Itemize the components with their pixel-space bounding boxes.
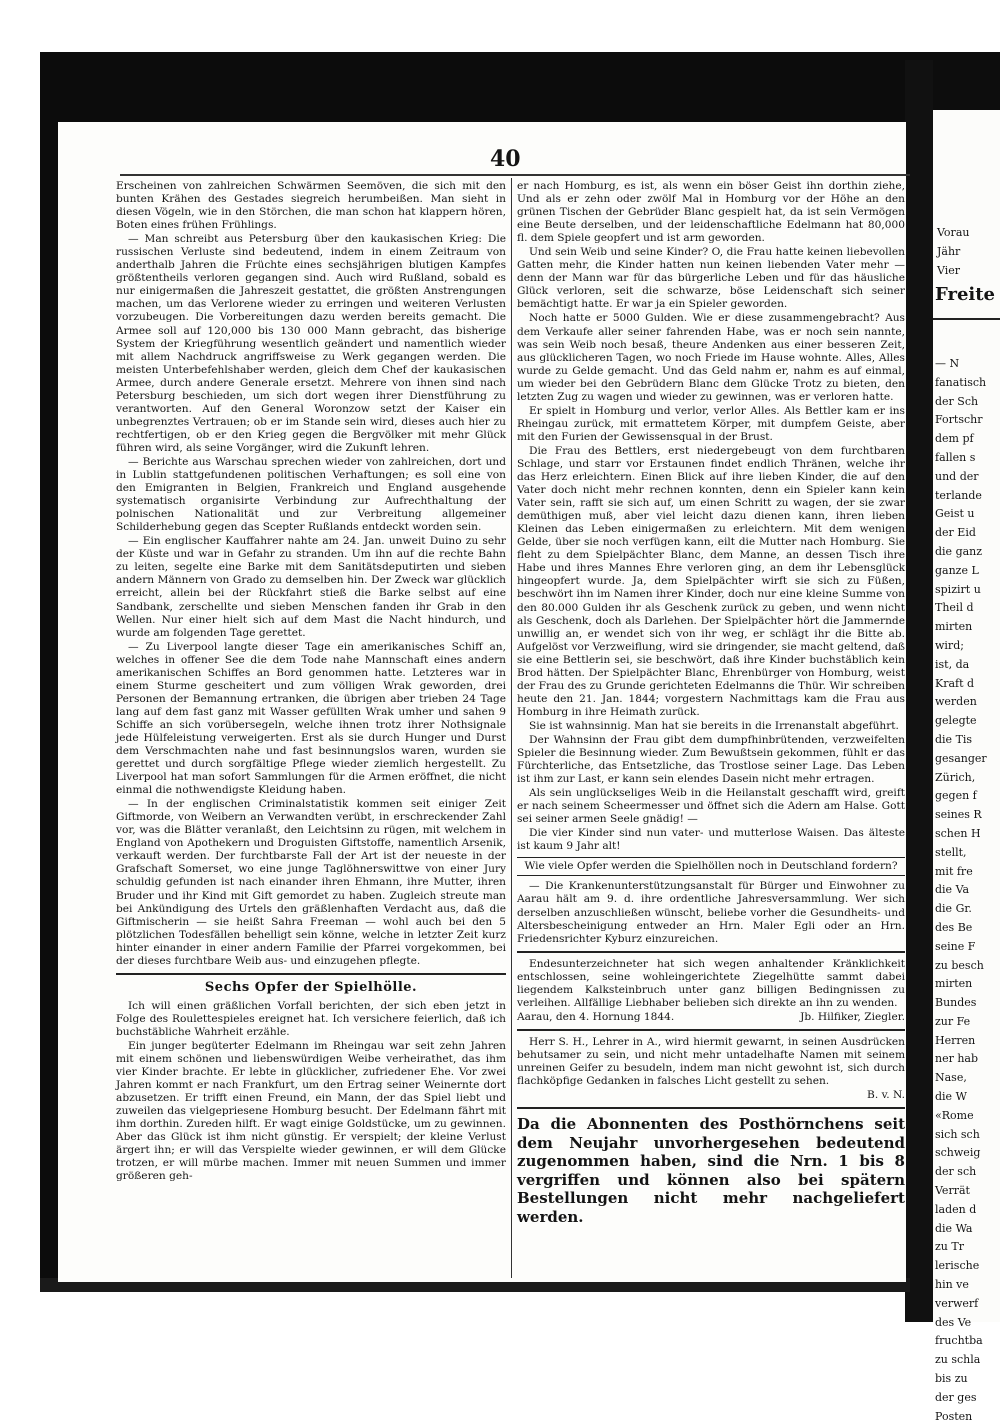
notice-divider bbox=[517, 951, 905, 953]
article-paragraph: Noch hatte er 5000 Gulden. Wie er diese zusammengebracht? Aus dem Verkaufe aller seiner fahrenden Habe, was er noch sein nannte, was sein Weib noch besaß, theure Andenken aus einer besseren Zeit, aus glücklicheren Tagen, wo noch Friede im Hause wohnte. Alles, Alles wurde zu Gelde gemacht. Und das Geld nahm er, nahm es auf einmal, um wieder bei den Gebrüdern Blanc dem Glücke Trotz zu bieten, den letzten Zug zu wagen und wieder zu gewinnen, was er verloren hatte. bbox=[517, 312, 905, 403]
scan-left-border bbox=[40, 60, 58, 1292]
adjacent-page-line: mirten bbox=[935, 977, 973, 991]
adjacent-page-line: die Wa bbox=[935, 1221, 973, 1235]
adjacent-page-line: lerische bbox=[935, 1259, 980, 1273]
article-paragraph: — Ein englischer Kauffahrer nahte am 24. Jan. unweit Duino zu sehr der Küste und war in Gefahr zu stranden. Um ihn auf die rechte Bahn zu leiten, segelte eine Barke mit dem Sanitätsdeputirten und sieben andern Männern von Grado zu demselben hin. Der Zweck war glücklich erreicht, allein bei der Rückfahrt stieß die Barke selbst auf eine Sandbank, zerschellte und sieben Menschen fanden ihr Grab in den Wellen. Nur einer hielt sich auf dem Mast die Nacht hindurch, und wurde am folgenden Tage gerettet. bbox=[116, 535, 506, 639]
page-number: 40 bbox=[490, 146, 521, 172]
adjacent-page-line: Fortschr bbox=[935, 413, 983, 427]
notice-abonnenten: Da die Abonnenten des Posthörnchens seit dem Neujahr unvorhergesehen bedeutend zugenommen haben, sind die Nrn. 1 bis 8 vergriffen und können also bei spätern Bestellungen nicht mehr nachgeliefert werden. bbox=[517, 1115, 905, 1226]
adjacent-page-line: spizirt u bbox=[935, 582, 981, 596]
adjacent-page-line: fanatisch bbox=[935, 375, 987, 389]
article-paragraph: Der Wahnsinn der Frau gibt dem dumpfhinbrütenden, verzweifelten Spieler die Besinnung wieder. Zum Bewußtsein gekommen, fühlt er das Fürchterliche, das Entsetzliche, das Trostlose seiner Lage. Das Leben ist ihm zur Last, er kann sein elendes Dasein nicht mehr ertragen. bbox=[517, 733, 905, 786]
article-paragraph: Er spielt in Homburg und verlor, verlor Alles. Als Bettler kam er ins Rheingau zurück, mit ermattetem Körper, mit dumpfem Geiste, aber mit den Furien der Gewissensqual in der Brust. bbox=[517, 404, 905, 443]
adjacent-page-line: gegen f bbox=[935, 789, 977, 803]
adjacent-page-line: zu schla bbox=[935, 1353, 981, 1367]
adjacent-page-line: die Va bbox=[935, 883, 970, 897]
adjacent-page-line: zur Fe bbox=[935, 1014, 971, 1028]
left-column bbox=[116, 180, 506, 1185]
article-paragraph: Die Frau des Bettlers, erst niedergebeugt von dem furchtbaren Schlage, und starr vor Erstaunen findet endlich Thränen, welche ihr das Herz erleichtern. Einen Blick auf ihre lieben Kinder, die auf den Vater doch nicht mehr rechnen konnten, denn ein Spieler kann kein Vater sein, rafft sie sich auf, um einen Schritt zu wagen, der sie zwar demüthigen muß, aber viel leicht dazu dienen kann, ihren lieben Kleinen das Leben einigermaßen zu erleichtern. Mit dem wenigen Gelde, über sie noch verfügen kann, eilt die Mutter nach Homburg. Sie fleht zu dem Spielpächter Blanc, dem Manne, an dessen Tisch ihre Habe und ihres Mannes Ehre verloren ging, an dem ihr Lebensglück hingeopfert wurde. Ja, dem Spielpächter wirft sie sich zu Füßen, beschwört ihn im Namen ihrer Kinder, doch nur eine kleine Summe von den 80.000 Gulden ihr als Geschenk zurück zu geben, und wenn nicht als Geschenk, doch als Darlehen. Der Spielpächter hört die Jammernde unwillig an, er wendet sich von ihr weg, er schlägt ihr die Bitte ab. Aufgelöst vor Verzweiflung, wird sie dringender, sie macht geltend, daß sie eine Bettlerin sei, sie beschwört, daß ihre Kinder buchstäblich kein Brod hätten. Der Spielpächter Blanc, Ehrenbürger von Homburg, weist der Frau des zu Grunde gerichteten Edelmanns die Thür. Wir schreiben heute den 21. Jan. 1844; vorgestern Nachmittags kam die Frau aus Homburg in ihre Heimath zurück. bbox=[517, 444, 905, 718]
notice-ziegelhuette: Endesunterzeichneter hat sich wegen anhaltender Kränklichkeit entschlossen, seine wohleingerichtete Ziegelhütte sammt dabei liegendem Kalksteinbruch unter ganz billigen Bedingnissen zu verleihen. Allfällige Liebhaber belieben sich direkte an ihn zu wenden. bbox=[517, 957, 905, 1009]
adjacent-page-line: wird; bbox=[935, 638, 964, 652]
adjacent-page-line: dem pf bbox=[935, 432, 974, 446]
section-divider bbox=[116, 973, 506, 975]
adjacent-page-line: Geist u bbox=[935, 507, 975, 521]
adjacent-page-line: Vorau bbox=[937, 226, 970, 239]
adjacent-page-header bbox=[937, 224, 969, 280]
article-paragraph: Ich will einen gräßlichen Vorfall berichten, der sich eben jetzt in Folge des Roulettespieles ereignet hat. Ich versichere feierlich, daß ich buchstäbliche Wahrheit erzähle. bbox=[116, 999, 506, 1038]
adjacent-page-line: bis zu bbox=[935, 1372, 968, 1386]
adjacent-page-line: Posten bbox=[935, 1409, 973, 1423]
adjacent-page-line: gesanger bbox=[935, 751, 987, 765]
adjacent-page-line: die ganz bbox=[935, 544, 983, 558]
adjacent-page-line: seines R bbox=[935, 808, 982, 822]
adjacent-page-line: mit fre bbox=[935, 864, 973, 878]
adjacent-page-line: Bundes bbox=[935, 996, 977, 1010]
article-paragraph: Und sein Weib und seine Kinder? O, die Frau hatte keinen liebevollen Gatten mehr, die Kinder hatten nun keinen liebenden Vater mehr — denn der Mann war für das bürgerliche Leben und für das häusliche Glück verloren, seit die schwarze, böse Leidenschaft sich seiner bemächtigt hatte. Er war ja ein Spieler geworden. bbox=[517, 246, 905, 311]
article-paragraph: Erscheinen von zahlreichen Schwärmen Seemöven, die sich mit den bunten Krähen des Gestades siegreich herumbeißen. Man sieht in diesen Vögeln, wie in den Störchen, die man schon hat klappern hören, Boten eines frühen Frühlings. bbox=[116, 180, 506, 232]
right-column bbox=[517, 180, 905, 1226]
article-paragraph: Die vier Kinder sind nun vater- und mutterlose Waisen. Das älteste ist kaum 9 Jahr alt! bbox=[517, 827, 905, 853]
adjacent-page-line: werden bbox=[935, 695, 977, 709]
adjacent-page-line: laden d bbox=[935, 1202, 977, 1216]
adjacent-page-line: mirten bbox=[935, 620, 973, 634]
adjacent-page-line: seine F bbox=[935, 939, 976, 953]
adjacent-page-line: und der bbox=[935, 469, 979, 483]
article-paragraph: Sie ist wahnsinnig. Man hat sie bereits in die Irrenanstalt abgeführt. bbox=[529, 719, 899, 732]
adjacent-page-line: verwerf bbox=[935, 1296, 979, 1310]
adjacent-page-line: des Be bbox=[935, 920, 973, 934]
adjacent-page-text bbox=[935, 355, 987, 1426]
adjacent-page-line: stellt, bbox=[935, 845, 967, 859]
header-rule bbox=[120, 174, 910, 176]
notice-lehrer-signature: B. v. N. bbox=[867, 1089, 905, 1102]
adjacent-page-line: fallen s bbox=[935, 450, 976, 464]
notice-lehrer: Herr S. H., Lehrer in A., wird hiermit gewarnt, in seinen Ausdrücken behutsamer zu sein, und nicht mehr untadelhafte Namen mit seinem unreinen Geifer zu besudeln, indem man nicht gewohnt ist, sich durch flachköpfige Gedanken in falsches Licht gestellt zu sehen. bbox=[517, 1035, 905, 1088]
notice-signature-row bbox=[517, 1011, 905, 1024]
notice-krankenunterstuetzung: — Die Krankenunterstützungsanstalt für Bürger und Einwohner zu Aarau hält am 9. d. ihre ordentliche Jahresversammlung. Wer sich derselben anzuschließen wünscht, beliebe vorher die Gesundheits- und Altersbescheinigung entweder an Hrn. Maler Egli oder an Hrn. Friedensrichter Kyburz einzureichen. bbox=[517, 880, 905, 945]
article-paragraph: — Zu Liverpool langte dieser Tage ein amerikanisches Schiff an, welches in offener See die dem Tode nahe Mannschaft eines andern amerikanischen Schiffes an Bord genommen hatte. Letzteres war in einem Sturme gescheitert und zum völligen Wrak geworden, drei Personen der Bemannung ertranken, die übrigen aber trieben 24 Tage lang auf dem fast ganz mit Wasser gefüllten Wrak umher und sahen 9 Schiffe an sich vorübersegeln, welche ihnen trotz ihrer Nothsignale jede Hülfeleistung verweigerten. Erst als sie durch Hunger und Durst dem Verschmachten nahe und fast besinnungslos waren, wurden sie gerettet und durch sorgfältige Pflege wieder ziemlich hergestellt. Zu Liverpool hat man sofort Sammlungen für die Armen eröffnet, die nicht einmal die nothwendigste Kleidung haben. bbox=[116, 640, 506, 797]
adjacent-page-rule bbox=[933, 318, 1000, 320]
book-spine bbox=[905, 60, 933, 1322]
adjacent-page-line: der ges bbox=[935, 1390, 977, 1404]
adjacent-page-line: fruchtba bbox=[935, 1334, 983, 1348]
adjacent-page-line: die W bbox=[935, 1090, 967, 1104]
adjacent-page bbox=[933, 110, 1000, 1423]
adjacent-page-line: der sch bbox=[935, 1165, 977, 1179]
closing-question: Wie viele Opfer werden die Spielhöllen noch in Deutschland fordern? bbox=[524, 860, 898, 873]
adjacent-page-line: zu besch bbox=[935, 958, 984, 972]
adjacent-page-line: Herren bbox=[935, 1033, 976, 1047]
adjacent-page-line: schen H bbox=[935, 826, 981, 840]
adjacent-page-line: der Sch bbox=[935, 394, 979, 408]
scan-top-border bbox=[40, 52, 1000, 122]
adjacent-page-line: die Gr. bbox=[935, 902, 972, 916]
adjacent-page-line: ner hab bbox=[935, 1052, 979, 1066]
adjacent-page-line: Vier bbox=[937, 263, 961, 277]
adjacent-page-line: Theil d bbox=[935, 601, 974, 615]
adjacent-page-line: Kraft d bbox=[935, 676, 975, 690]
adjacent-page-line: gelegte bbox=[935, 714, 977, 728]
article-paragraph: Als sein unglückseliges Weib in die Heilanstalt geschafft wird, greift er nach seinem Scheermesser und öffnet sich die Adern am Halse. Gott sei seiner armen Seele gnädig! — bbox=[517, 787, 905, 826]
adjacent-page-line: hin ve bbox=[935, 1278, 969, 1292]
adjacent-page-line: Jähr bbox=[937, 244, 961, 258]
article-paragraph: — Berichte aus Warschau sprechen wieder von zahlreichen, dort und in Lublin stattgefundenen politischen Verhaftungen; es soll eine von den Emigranten in Belgien, Frankreich und England ausgehende systematisch organisirte Verbindung zur Aufrechthaltung der polnischen Nationalität und zur Verbreitung allgemeiner Schilderhebung gegen das Scepter Rußlands entdeckt worden sein. bbox=[116, 455, 506, 534]
adjacent-page-title: Freite bbox=[935, 284, 996, 305]
adjacent-page-line: ist, da bbox=[935, 657, 970, 671]
adjacent-page-line: sich sch bbox=[935, 1127, 980, 1141]
adjacent-page-line: ganze L bbox=[935, 563, 979, 577]
adjacent-page-line: zu Tr bbox=[935, 1240, 964, 1254]
adjacent-page-line: Nase, bbox=[935, 1071, 967, 1085]
closing-question-box bbox=[517, 857, 905, 876]
adjacent-page-line: der Eid bbox=[935, 526, 976, 540]
adjacent-page-line: Verrät bbox=[935, 1184, 970, 1198]
adjacent-page-line: Zürich, bbox=[935, 770, 976, 784]
article-paragraph: Ein junger begüterter Edelmann im Rheingau war seit zehn Jahren mit einem schönen und liebenswürdigen Weibe verheirathet, das ihm vier Kinder brachte. Er lebte in glücklicher, zufriedener Ehe. Vor zwei Jahren kommt er nach Frankfurt, um den Ertrag seiner Weinernte dort abzusetzen. Er trifft einen Freund, ein Mann, der das Spiel liebt und zuweilen das vielgepriesene Homburg besucht. Der Edelmann fährt mit ihm dorthin. Zureden hilft. Er wagt einige Goldstücke, um zu gewinnen. Aber das Glück ist ihm nicht günstig. Er verspielt; der kleine Verlust ärgert ihn; er will das Verspielte wieder gewinnen, er will dem Glücke trotzen, er will mürbe machen. Immer mit neuen Summen und immer größeren geh- bbox=[116, 1040, 506, 1183]
article-paragraph: — In der englischen Criminalstatistik kommen seit einiger Zeit Giftmorde, von Weibern an Verwandten verübt, in erschreckender Zahl vor, was die Blätter veranlaßt, den Leichtsinn zu rügen, mit welchem in England von Apothekern und Droguisten Giftstoffe, namentlich Arsenik, verkauft werden. Der furchtbarste Fall der Art ist der neueste in der Grafschaft Somerset, wo eine junge Taglöhnerswittwe von einer Jury schuldig gefunden ist nach einander ihren Ehmann, ihre Mutter, ihren Bruder und ihr Kind mit Gift gemordet zu haben. Zugleich streute man bei Ankündigung des Urtels den gräßlenhaften Verdacht aus, daß die Giftmischerin — sie heißt Sahra Freeman — wohl auch bei den 5 plötzlichen Todesfällen behelligt sein könne, welche in letzter Zeit kurz hinter einander in einer andern Familie der Pfarrei vorgekommen, bei der dieses furchtbare Weib aus- und einzugehen pflegte. bbox=[116, 798, 506, 967]
notice-divider bbox=[517, 1107, 905, 1109]
section-title: Sechs Opfer der Spielhölle. bbox=[204, 979, 418, 995]
adjacent-page-line: schweig bbox=[935, 1146, 981, 1160]
notice-divider bbox=[517, 1029, 905, 1031]
column-divider bbox=[511, 178, 512, 1278]
adjacent-page-line: «Rome bbox=[935, 1108, 974, 1122]
article-paragraph: er nach Homburg, es ist, als wenn ein böser Geist ihn dorthin ziehe, Und als er zehn oder zwölf Mal in Homburg vor der Höhe an den grünen Tischen der Gebrüder Blanc gespielt hat, da ist sein Vermögen eine Beute derselben, und der leidenschaftliche Edelmann hat 80,000 fl. dem Spiele geopfert und ist arm geworden. bbox=[517, 180, 905, 245]
adjacent-page-line: des Ve bbox=[935, 1315, 972, 1329]
notice-signature: Jb. Hilfiker, Ziegler. bbox=[800, 1010, 905, 1023]
article-paragraph: — Man schreibt aus Petersburg über den kaukasischen Krieg: Die russischen Verluste sind bedeutend, indem in einem Zeitraum von anderthalb Jahren die Früchte eines sechsjährigen blutigen Kampfes größtentheils verloren gegangen sind. Auch wird Rußland, sobald es nur einigermaßen die Jahreszeit gestattet, die größten Anstrengungen machen, um das Verlorene wieder zu erringen und weiteren Verlusten vorzubeugen. Die Vorbereitungen dazu werden bereits gemacht. Die Armee soll auf 120,000 bis 130 000 Mann gebracht, das bisherige System der Kriegführung wesentlich geändert und namentlich wieder mit allem Nachdruck angriffsweise zu Werk gegangen werden. Die meisten Unterbefehlshaber werden, gleich dem Chef der kaukasischen Armee, durch andere Generale ersetzt. Mehrere von ihnen sind nach Petersburg beschieden, um sich dort wegen ihrer Dienstführung zu verantworten. Auf den General Woronzow setzt der Kaiser ein unbegrenztes Vertrauen; ob er im Stande sein wird, dieses auch hier zu rechtfertigen, ob er den Krieg gegen die Bergvölker mit mehr Glück führen wird, als seine Vorgänger, wird die Zukunft lehren. bbox=[116, 233, 506, 454]
adjacent-page-line: terlande bbox=[935, 488, 982, 502]
adjacent-page-line: — N bbox=[935, 357, 960, 370]
adjacent-page-line: die Tis bbox=[935, 732, 973, 746]
notice-date: Aarau, den 4. Hornung 1844. bbox=[517, 1010, 675, 1023]
